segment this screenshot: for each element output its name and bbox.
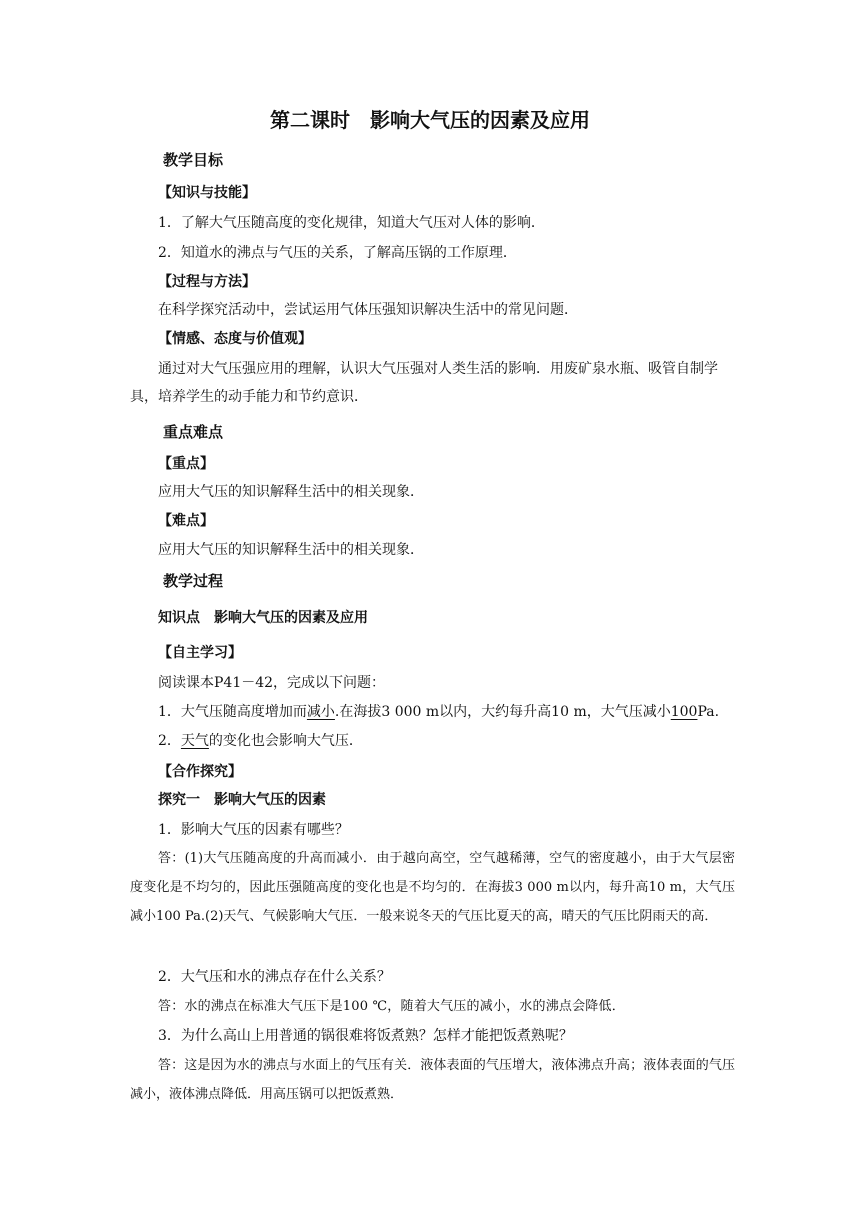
difficulty-tag: 【难点】	[158, 513, 214, 529]
self-study-question-1	[158, 702, 719, 722]
method-tag: 【过程与方法】	[158, 274, 256, 290]
q2-text-b: 的变化也会影响大气压．	[208, 733, 363, 749]
q1-text-a: 1．大气压随高度增加而	[158, 704, 307, 720]
emotion-paragraph: 通过对大气压强应用的理解，认识大气压强对人类生活的影响．用废矿泉水瓶、吸管自制学具，培养学生的动手能力和节约意识．	[130, 361, 718, 405]
explore-1-answer-1: 答：(1)大气压随高度的升高而减小．由于越向高空，空气越稀薄，空气的密度越小，由于大气层密度变化是不均匀的，因此压强随高度的变化也是不均匀的．在海拔3 000 m以内，每升高10 m，大气压减小100 Pa.(2)天气、气候影响大气压．一般来说冬天的气压比夏天的高，晴天的气压比阴雨天的高．	[130, 851, 735, 924]
skill-item-2: 2．知道水的沸点与气压的关系，了解高压锅的工作原理．	[158, 245, 517, 261]
page-title: 第二课时 影响大气压的因素及应用	[270, 108, 590, 132]
explore-1-question-2: 2．大气压和水的沸点存在什么关系？	[158, 969, 391, 985]
self-study-tag: 【自主学习】	[158, 645, 242, 661]
key-points-heading: 重点难点	[163, 423, 224, 441]
explore-1-question-3: 3．为什么高山上用普通的锅很难将饭煮熟？怎样才能把饭煮熟呢？	[158, 1028, 573, 1044]
q1-text-c: Pa.	[697, 704, 720, 720]
knowledge-point: 知识点 影响大气压的因素及应用	[158, 610, 368, 626]
explore-1-answer-3: 答：这是因为水的沸点与水面上的气压有关．液体表面的气压增大，液体沸点升高；液体表面的气压减小，液体沸点降低．用高压锅可以把饭煮熟．	[130, 1058, 735, 1102]
cooperation-tag: 【合作探究】	[158, 764, 242, 780]
q2-text-a: 2．	[158, 733, 181, 749]
skill-tag: 【知识与技能】	[158, 185, 256, 201]
skill-item-1: 1．了解大气压随高度的变化规律，知道大气压对人体的影响．	[158, 215, 545, 231]
q1-answer-blank-2: 100	[670, 704, 698, 720]
goals-heading: 教学目标	[163, 151, 224, 169]
explore-1-answer-2: 答：水的沸点在标准大气压下是100 ℃，随着大气压的减小，水的沸点会降低．	[158, 999, 625, 1014]
key-tag: 【重点】	[158, 456, 214, 472]
process-heading: 教学过程	[163, 572, 224, 590]
key-text: 应用大气压的知识解释生活中的相关现象．	[158, 484, 424, 500]
q1-answer-blank-1: 减小	[306, 704, 335, 720]
difficulty-text: 应用大气压的知识解释生活中的相关现象．	[158, 542, 424, 558]
q2-answer-blank: 天气	[180, 733, 209, 749]
emotion-tag: 【情感、态度与价值观】	[158, 331, 312, 347]
q1-text-b: .在海拔3 000 m以内，大约每升高10 m，大气压减小	[334, 704, 671, 720]
self-study-intro: 阅读课本P41－42，完成以下问题：	[158, 675, 386, 691]
explore-1-heading: 探究一 影响大气压的因素	[158, 792, 326, 808]
method-item-1: 在科学探究活动中，尝试运用气体压强知识解决生活中的常见问题．	[158, 302, 578, 318]
self-study-question-2	[158, 731, 363, 751]
explore-1-question-1: 1．影响大气压的因素有哪些？	[158, 822, 349, 838]
